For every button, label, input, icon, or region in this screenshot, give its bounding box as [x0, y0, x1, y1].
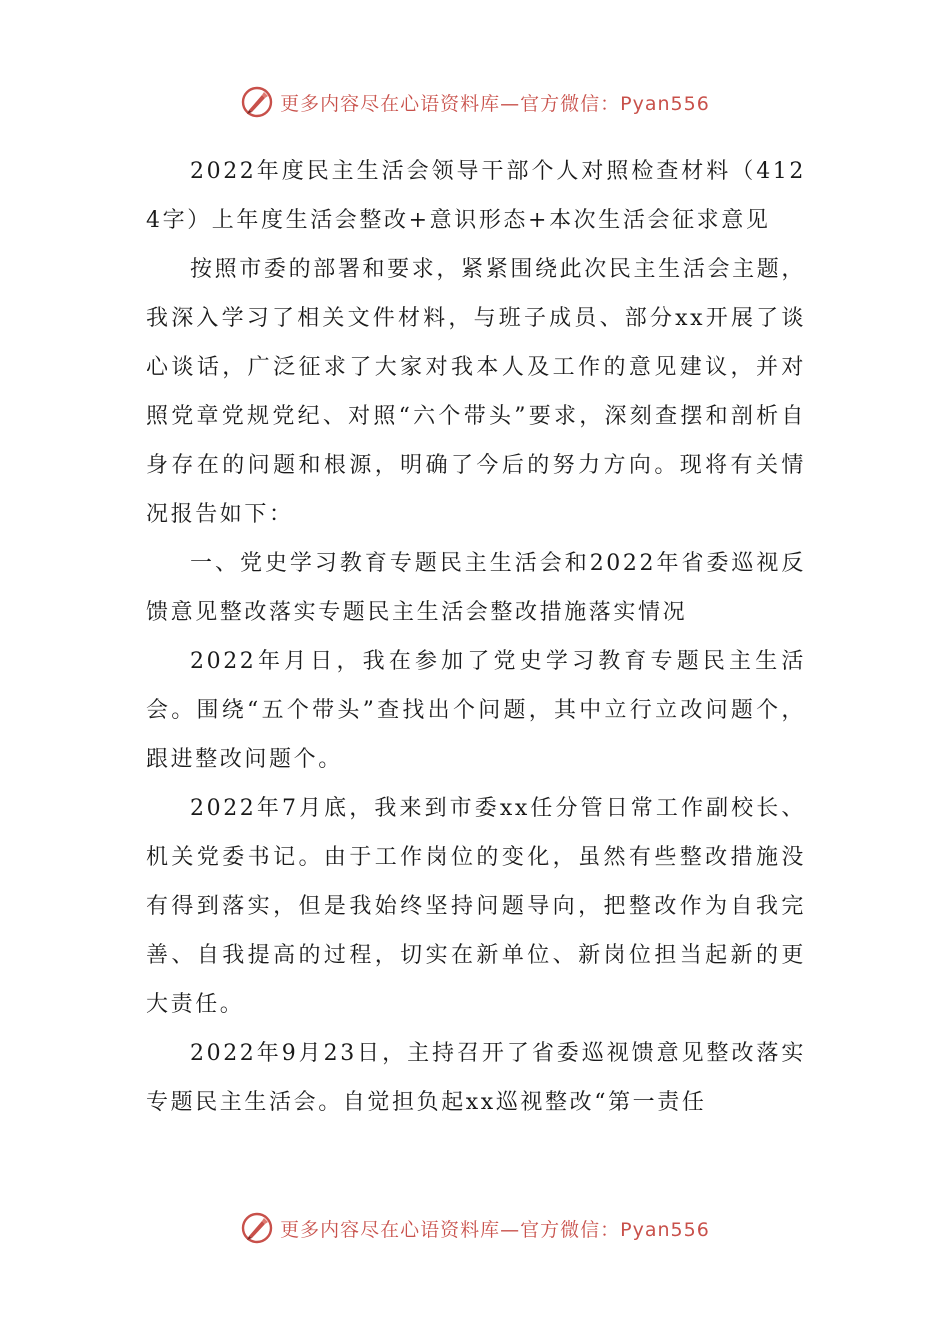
pen-circle-logo-icon	[240, 1211, 274, 1245]
watermark-banner-bottom	[0, 1208, 950, 1248]
document-body	[146, 147, 806, 1127]
watermark-text: 更多内容尽在心语资料库—官方微信：Pyan556	[280, 1218, 710, 1241]
paragraph: 2022年7月底，我来到市委xx任分管日常工作副校长、机关党委书记。由于工作岗位的变化，虽然有些整改措施没有得到落实，但是我始终坚持问题导向，把整改作为自我完善、自我提高的过程，切实在新单位、新岗位担当起新的更大责任。	[146, 796, 806, 1017]
watermark-text: 更多内容尽在心语资料库—官方微信：Pyan556	[280, 92, 710, 115]
paragraph: 按照市委的部署和要求，紧紧围绕此次民主生活会主题，我深入学习了相关文件材料，与班子成员、部分xx开展了谈心谈话，广泛征求了大家对我本人及工作的意见建议，并对照党章党规党纪、对照“六个带头”要求，深刻查摆和剖析自身存在的问题和根源，明确了今后的努力方向。现将有关情况报告如下：	[146, 257, 806, 527]
watermark-banner-top	[0, 82, 950, 122]
document-title: 2022年度民主生活会领导干部个人对照检查材料（4124字）上年度生活会整改+意识形态+本次生活会征求意见	[146, 159, 806, 233]
pen-circle-logo-icon	[240, 85, 274, 119]
paragraph: 2022年9月23日，主持召开了省委巡视馈意见整改落实专题民主生活会。自觉担负起xx巡视整改“第一责任	[146, 1041, 806, 1115]
paragraph: 2022年月日，我在参加了党史学习教育专题民主生活会。围绕“五个带头”查找出个问题，其中立行立改问题个，跟进整改问题个。	[146, 649, 806, 772]
section-heading: 一、党史学习教育专题民主生活会和2022年省委巡视反馈意见整改落实专题民主生活会整改措施落实情况	[146, 551, 806, 625]
